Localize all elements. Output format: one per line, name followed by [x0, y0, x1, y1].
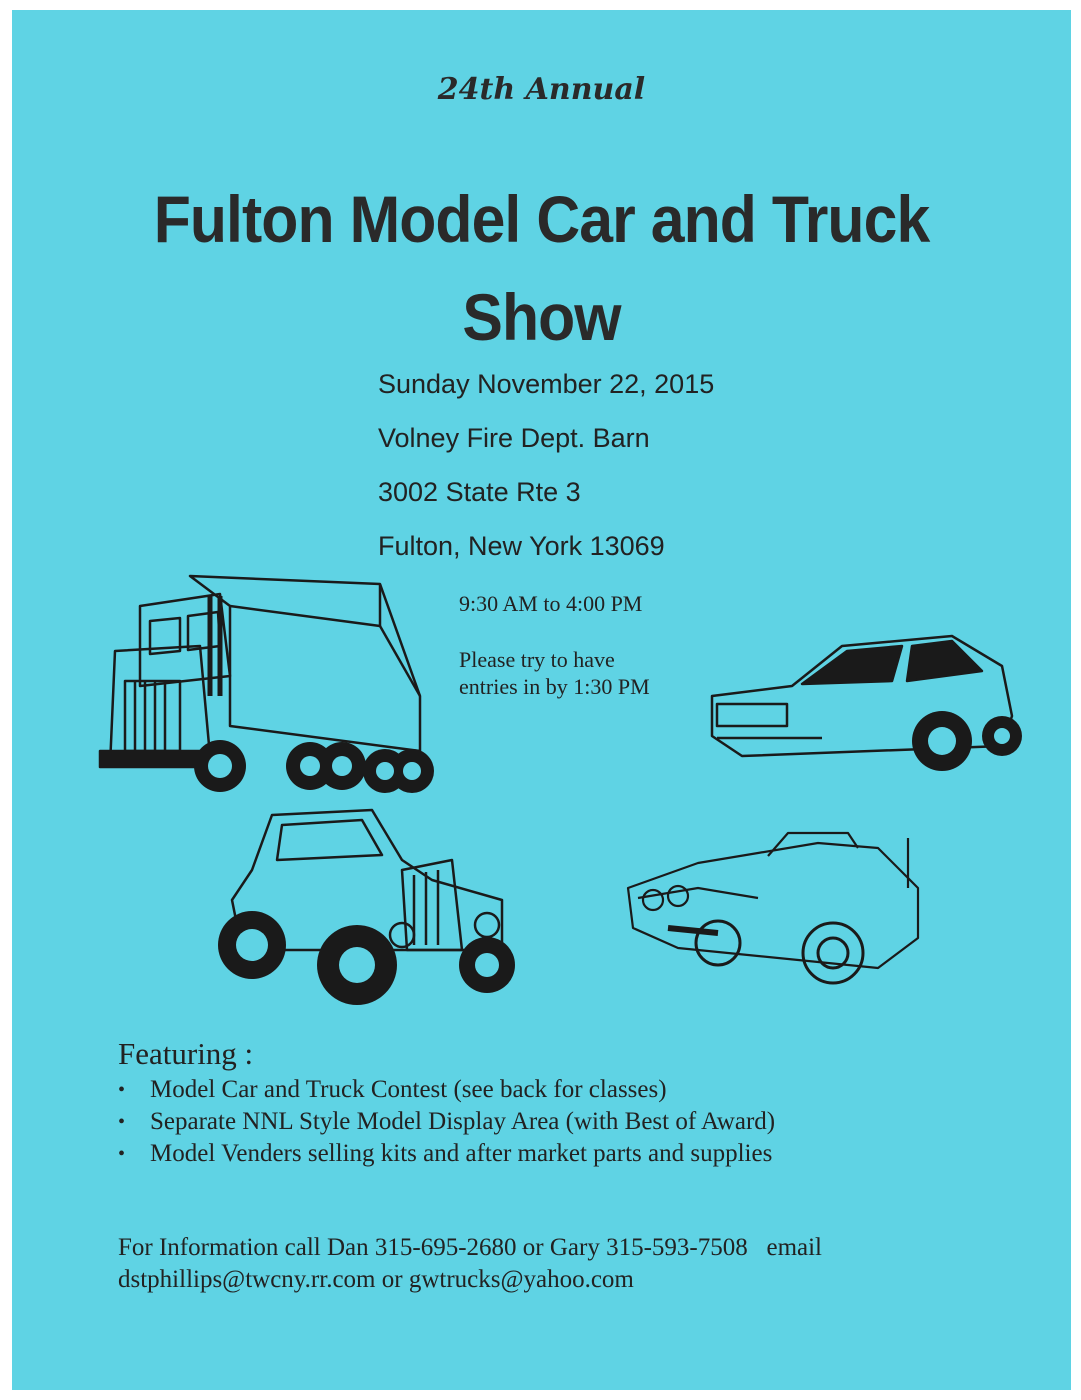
event-times	[459, 590, 650, 700]
featuring-list	[118, 1074, 775, 1170]
coupe-car-illustration	[702, 626, 1022, 786]
flyer-title	[54, 170, 1028, 366]
event-venue: Volney Fire Dept. Barn	[378, 423, 650, 453]
convertible-car-illustration	[618, 828, 928, 998]
annual-label: 24th Annual	[437, 72, 646, 107]
flyer-sheet	[12, 10, 1071, 1390]
event-details	[378, 368, 714, 584]
event-hours: 9:30 AM to 4:00 PM	[459, 591, 643, 616]
event-street: 3002 State Rte 3	[378, 477, 581, 507]
entries-note-line-1: Please try to have	[459, 647, 615, 672]
hot-rod-illustration	[202, 800, 522, 1010]
featuring-heading: Featuring :	[118, 1036, 254, 1071]
entries-note-line-2: entries in by 1:30 PM	[459, 674, 650, 699]
semi-truck-illustration	[80, 566, 436, 806]
list-item: • Model Car and Truck Contest (see back for classes)	[118, 1076, 667, 1103]
contact-line-1: For Information call Dan 315-695-2680 or Gary 315-593-7508 email	[118, 1234, 823, 1261]
contact-line-2: dstphillips@twcny.rr.com or gwtrucks@yahoo.com	[118, 1266, 634, 1293]
featuring-section	[118, 1034, 775, 1170]
list-item: • Separate NNL Style Model Display Area (with Best of Award)	[118, 1108, 776, 1135]
event-date: Sunday November 22, 2015	[378, 369, 715, 399]
contact-info	[118, 1232, 822, 1296]
title-line-2: Show	[462, 280, 621, 354]
featuring-item-text: Model Venders selling kits and after market parts and supplies	[150, 1140, 773, 1167]
list-item: • Model Venders selling kits and after market parts and supplies	[118, 1140, 773, 1167]
title-line-1: Fulton Model Car and Truck	[153, 182, 930, 256]
featuring-item-text: Separate NNL Style Model Display Area (with Best of Award)	[150, 1108, 776, 1135]
event-city: Fulton, New York 13069	[378, 531, 665, 561]
featuring-item-text: Model Car and Truck Contest (see back for classes)	[150, 1076, 667, 1103]
